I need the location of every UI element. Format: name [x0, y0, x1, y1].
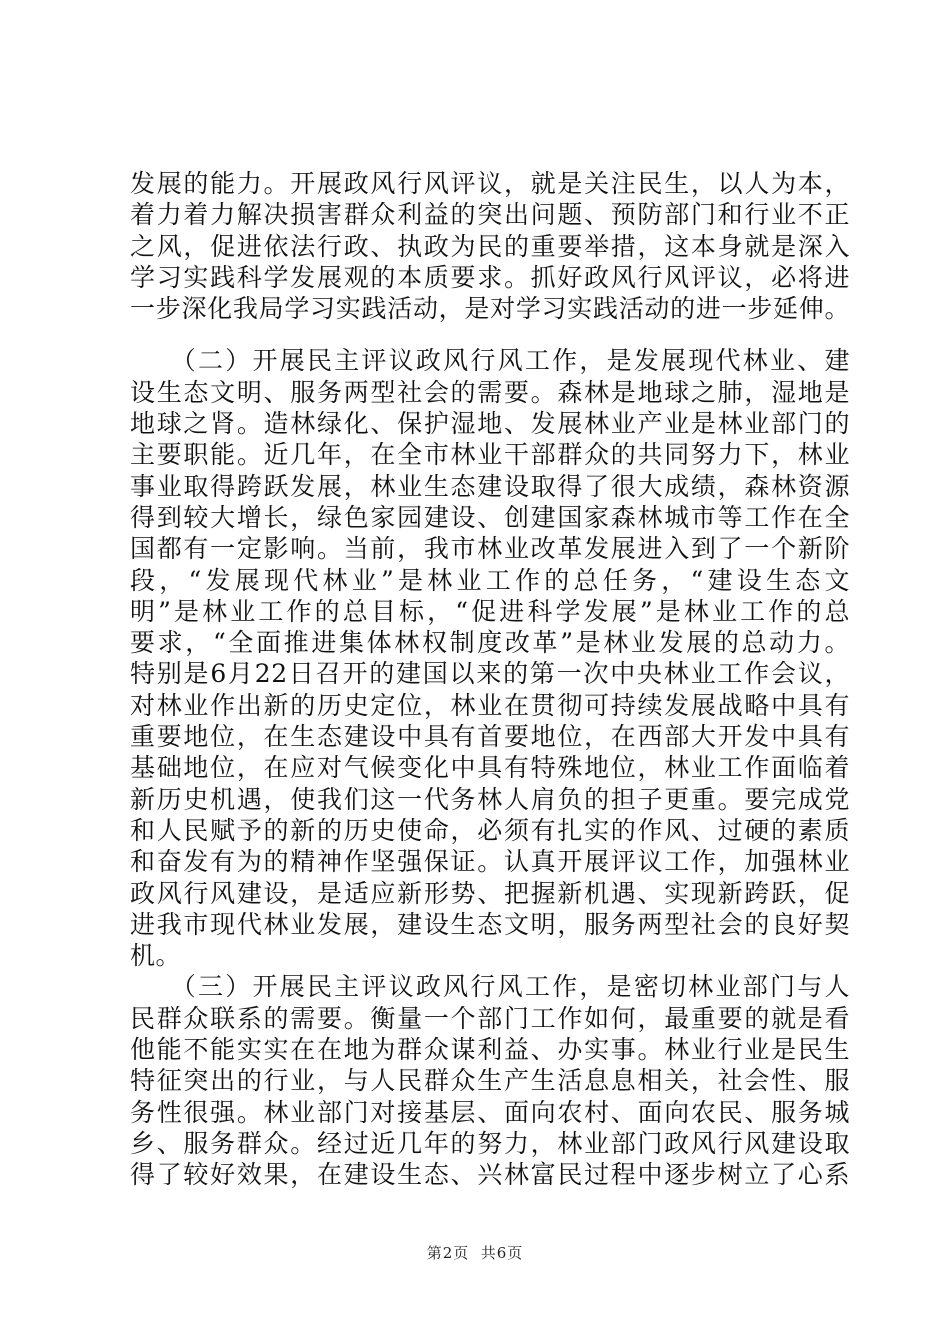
text-line: 明”是林业工作的总目标，“促进科学发展”是林业工作的总 — [130, 596, 850, 626]
text-line: 得到较大增长，绿色家园建设、创建国家森林城市等工作在全 — [130, 502, 850, 532]
text-line: 着力着力解决损害群众利益的突出问题、预防部门和行业不正 — [130, 200, 850, 230]
text-line: 和奋发有为的精神作坚强保证。认真开展评议工作，加强林业 — [130, 847, 850, 877]
document-body — [130, 168, 850, 1191]
text-line: 政风行风建设，是适应新形势、把握新机遇、实现新跨跃，促 — [130, 878, 850, 908]
text-line: 新历史机遇，使我们这一代务林人肩负的担子更重。要完成党 — [130, 784, 850, 814]
text-line: 发展的能力。开展政风行风评议，就是关注民生，以人为本， — [130, 169, 850, 198]
text-line: 务性很强。林业部门对接基层、面向农村、面向农民、服务城 — [130, 1097, 850, 1127]
text-line: 民群众联系的需要。衡量一个部门工作如何，最重要的就是看 — [130, 1003, 850, 1033]
text-line: 对林业作出新的历史定位，林业在贯彻可持续发展战略中具有 — [130, 690, 850, 720]
text-line: （三）开展民主评议政风行风工作，是密切林业部门与人 — [130, 972, 850, 1002]
text-line: 之风，促进依法行政、执政为民的重要举措，这本身就是深入 — [130, 231, 850, 261]
text-line: 事业取得跨跃发展，林业生态建设取得了很大成绩，森林资源 — [130, 471, 850, 501]
text-line: 进我市现代林业发展，建设生态文明，服务两型社会的良好契 — [130, 909, 850, 939]
text-line: 一步深化我局学习实践活动，是对学习实践活动的进一步延伸。 — [130, 294, 850, 324]
page-footer — [0, 1243, 950, 1263]
text-line: 国都有一定影响。当前，我市林业改革发展进入到了一个新阶 — [130, 534, 850, 564]
text-line: 重要地位，在生态建设中具有首要地位，在西部大开发中具有 — [130, 722, 850, 752]
text-line: 和人民赋予的新的历史使命，必须有扎实的作风、过硬的素质 — [130, 815, 850, 845]
text-line: （二）开展民主评议政风行风工作，是发展现代林业、建 — [130, 346, 850, 376]
text-line: 学习实践科学发展观的本质要求。抓好政风行风评议，必将进 — [130, 262, 850, 292]
text-line: 设生态文明、服务两型社会的需要。森林是地球之肺，湿地是 — [130, 377, 850, 407]
page-number: 第2页 共6页 — [426, 1244, 524, 1262]
text-line: 特别是6月22日召开的建国以来的第一次中央林业工作会议， — [130, 659, 850, 689]
text-line: 乡、服务群众。经过近几年的努力，林业部门政风行风建设取 — [130, 1128, 850, 1158]
text-line: 地球之肾。造林绿化、保护湿地、发展林业产业是林业部门的 — [130, 409, 850, 439]
text-line: 机。 — [130, 941, 182, 971]
text-line: 要求，“全面推进集体林权制度改革”是林业发展的总动力。 — [130, 628, 850, 658]
paragraph-3 — [130, 971, 850, 1190]
text-line: 基础地位，在应对气候变化中具有特殊地位，林业工作面临着 — [130, 753, 850, 783]
text-line: 主要职能。近几年，在全市林业干部群众的共同努力下，林业 — [130, 440, 850, 470]
text-line: 得了较好效果，在建设生态、兴林富民过程中逐步树立了心系 — [130, 1160, 850, 1190]
text-line: 他能不能实实在在地为群众谋利益、办实事。林业行业是民生 — [130, 1035, 850, 1065]
paragraph-1 — [130, 168, 850, 324]
text-line: 特征突出的行业，与人民群众生产生活息息相关，社会性、服 — [130, 1066, 850, 1096]
text-line: 段，“发展现代林业”是林业工作的总任务，“建设生态文 — [130, 565, 850, 595]
paragraph-2 — [130, 345, 850, 971]
paragraph-gap — [130, 324, 850, 345]
